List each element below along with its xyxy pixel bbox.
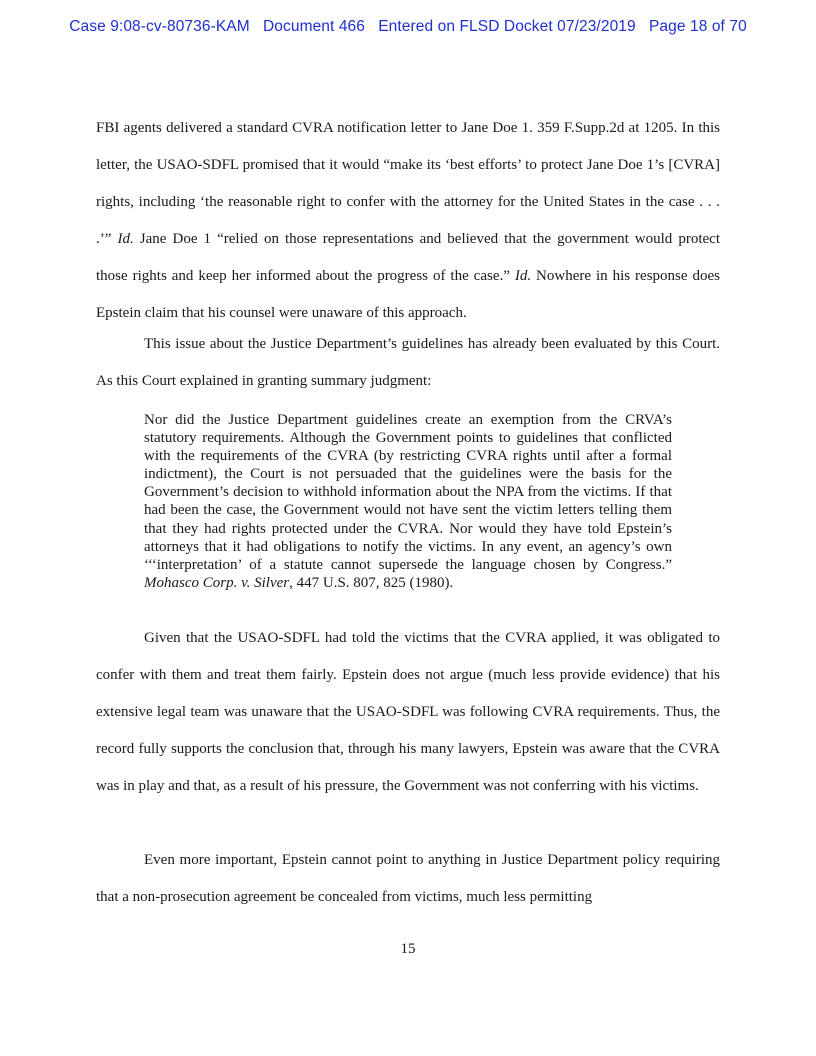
docket-header (0, 18, 816, 36)
paragraph-1-text-b: Jane Doe 1 “relied on those representations and believed that the government would protect those rights and keep her informed about the progress of the case.” (96, 231, 721, 284)
block-quote-citation: Mohasco Corp. v. Silver (144, 574, 290, 591)
paragraph-1 (96, 110, 720, 332)
citation-id-2: Id. (514, 268, 532, 284)
paragraph-4-text: Even more important, Epstein cannot point to anything in Justice Department policy requiring that a non-prosecution agreement be concealed from victims, much less permitting (96, 852, 720, 905)
header-entered-date: Entered on FLSD Docket 07/23/2019 (378, 18, 636, 35)
paragraph-3-text: Given that the USAO-SDFL had told the victims that the CVRA applied, it was obligated to confer with them and treat them fairly. Epstein does not argue (much less provide evidence) that his extensive legal team was unaware that the USAO-SDFL was following CVRA requirements. Thus, the record fully supports the conclusion that, through his many lawyers, Epstein was aware that the CVRA was in play and that, as a result of his pressure, the Government was not conferring with his victims. (96, 630, 720, 794)
block-quote-text-b: , 447 U.S. 807, 825 (1980). (289, 574, 454, 591)
citation-id-1: Id. (117, 231, 134, 247)
page-number: 15 (400, 941, 416, 957)
block-quote-text-a: Nor did the Justice Department guidelines create an exemption from the CRVA’s statutory requirements. Although the Government points to guidelines that conflicted with the requirements of the CVRA (by restricting CVRA rights until after a formal indictment), the Court is not persuaded that the guidelines were the basis for the Government’s decision to withhold information about the NPA from the victims. If that had been the case, the Government would not have sent the victim letters telling them that they had rights protected under the CVRA. Nor would they have told Epstein’s attorneys that it had obligations to notify the victims. In any event, an agency’s own ‘‘‘interpretation’ of a statute cannot supersede the language chosen by Congress.” (144, 412, 672, 573)
paragraph-4 (96, 842, 720, 916)
header-page-count: Page 18 of 70 (648, 18, 747, 35)
header-document-number: Document 466 (262, 18, 365, 35)
block-quote (144, 411, 672, 592)
paragraph-2-text: This issue about the Justice Department’s guidelines has already been evaluated by this Court. As this Court explained in granting summary judgment: (96, 336, 720, 389)
paragraph-3 (96, 620, 720, 805)
header-case-number: Case 9:08-cv-80736-KAM (69, 18, 250, 35)
paragraph-1-text-a: FBI agents delivered a standard CVRA notification letter to Jane Doe 1. 359 F.Supp.2d at 1205. In this letter, the USAO-SDFL promised that it would “make its ‘best efforts’ to protect Jane Doe 1’s [CVRA] rights, including ‘the reasonable right to confer with the attorney for the United States in the case . . . .’” (96, 120, 720, 247)
paragraph-1-text-c: Nowhere in his response does Epstein claim that his counsel were unaware of this approach. (96, 268, 720, 321)
paragraph-2 (96, 326, 720, 400)
